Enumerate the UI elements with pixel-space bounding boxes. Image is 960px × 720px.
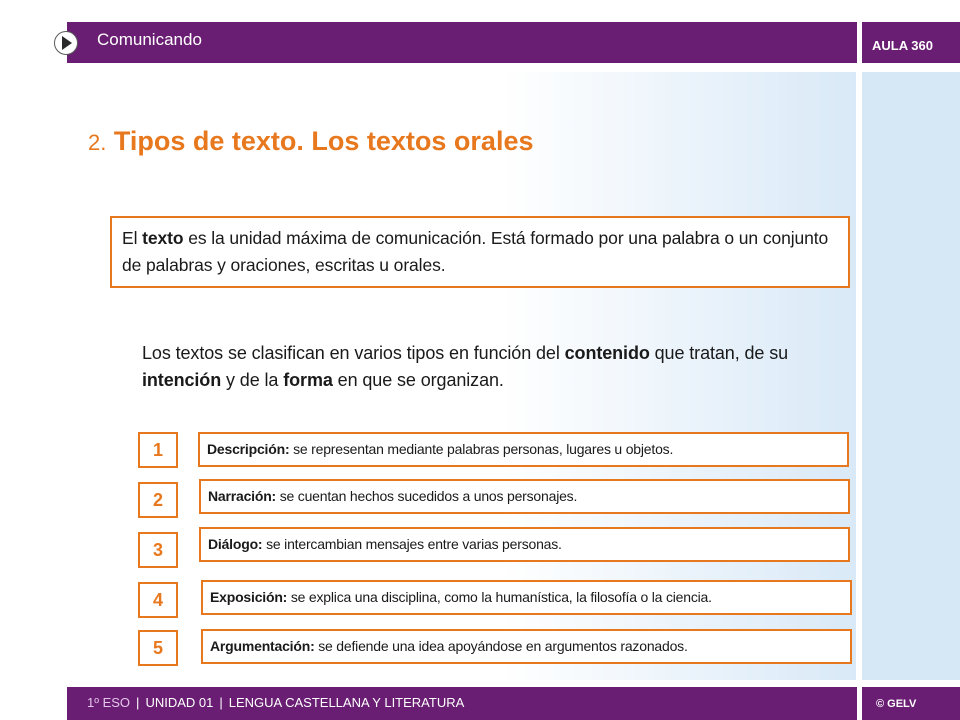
footer-breadcrumb	[87, 695, 464, 710]
type-desc: se representan mediante palabras personas, lugares u objetos.	[289, 441, 674, 457]
intro-keyword: contenido	[564, 343, 650, 363]
intro-text: Los textos se clasifican en varios tipos en función del	[142, 343, 565, 363]
type-term: Narración:	[208, 488, 277, 504]
type-term: Descripción:	[207, 441, 290, 457]
section-number: 2.	[88, 130, 107, 155]
type-desc: se cuentan hechos sucedidos a unos personajes.	[276, 488, 578, 504]
type-number-box: 1	[138, 432, 178, 468]
definition-text: es la unidad máxima de comunicación. Está formado por una palabra o un conjunto de palabras y oraciones, escritas u orales.	[122, 228, 829, 275]
type-term: Argumentación:	[210, 638, 315, 654]
footer-unit: UNIDAD 01	[145, 695, 214, 710]
type-desc: se intercambian mensajes entre varias personas.	[262, 536, 562, 552]
intro-text: en que se organizan.	[332, 370, 504, 390]
type-term: Exposición:	[210, 589, 288, 605]
type-item-exposicion	[201, 580, 852, 615]
side-strip	[862, 72, 960, 680]
type-number-box: 4	[138, 582, 178, 618]
definition-keyword: texto	[142, 228, 184, 248]
type-desc: se explica una disciplina, como la humanística, la filosofía o la ciencia.	[287, 589, 712, 605]
intro-paragraph	[142, 340, 842, 394]
brand-label: AULA 360	[872, 38, 933, 53]
footer-course: 1º ESO	[87, 695, 131, 710]
type-item-dialogo	[199, 527, 850, 562]
section-title: Tipos de texto. Los textos orales	[113, 126, 534, 156]
intro-text: y de la	[221, 370, 284, 390]
definition-text: El	[122, 228, 143, 248]
type-number-box: 3	[138, 532, 178, 568]
type-number-box: 2	[138, 482, 178, 518]
footer-separator: |	[219, 695, 223, 710]
type-term: Diálogo:	[208, 536, 263, 552]
intro-keyword: intención	[142, 370, 222, 390]
header-title: Comunicando	[97, 30, 202, 49]
page-title	[88, 126, 533, 157]
definition-box	[110, 216, 850, 288]
type-item-argumentacion	[201, 629, 852, 664]
copyright: © GELV	[876, 698, 917, 710]
intro-keyword: forma	[283, 370, 333, 390]
intro-text: que tratan, de su	[649, 343, 789, 363]
play-icon[interactable]	[54, 31, 78, 55]
footer-separator: |	[136, 695, 140, 710]
footer-subject: LENGUA CASTELLANA Y LITERATURA	[228, 695, 465, 710]
type-item-descripcion	[198, 432, 849, 467]
type-item-narracion	[199, 479, 850, 514]
type-desc: se defiende una idea apoyándose en argumentos razonados.	[314, 638, 688, 654]
type-number-box: 5	[138, 630, 178, 666]
